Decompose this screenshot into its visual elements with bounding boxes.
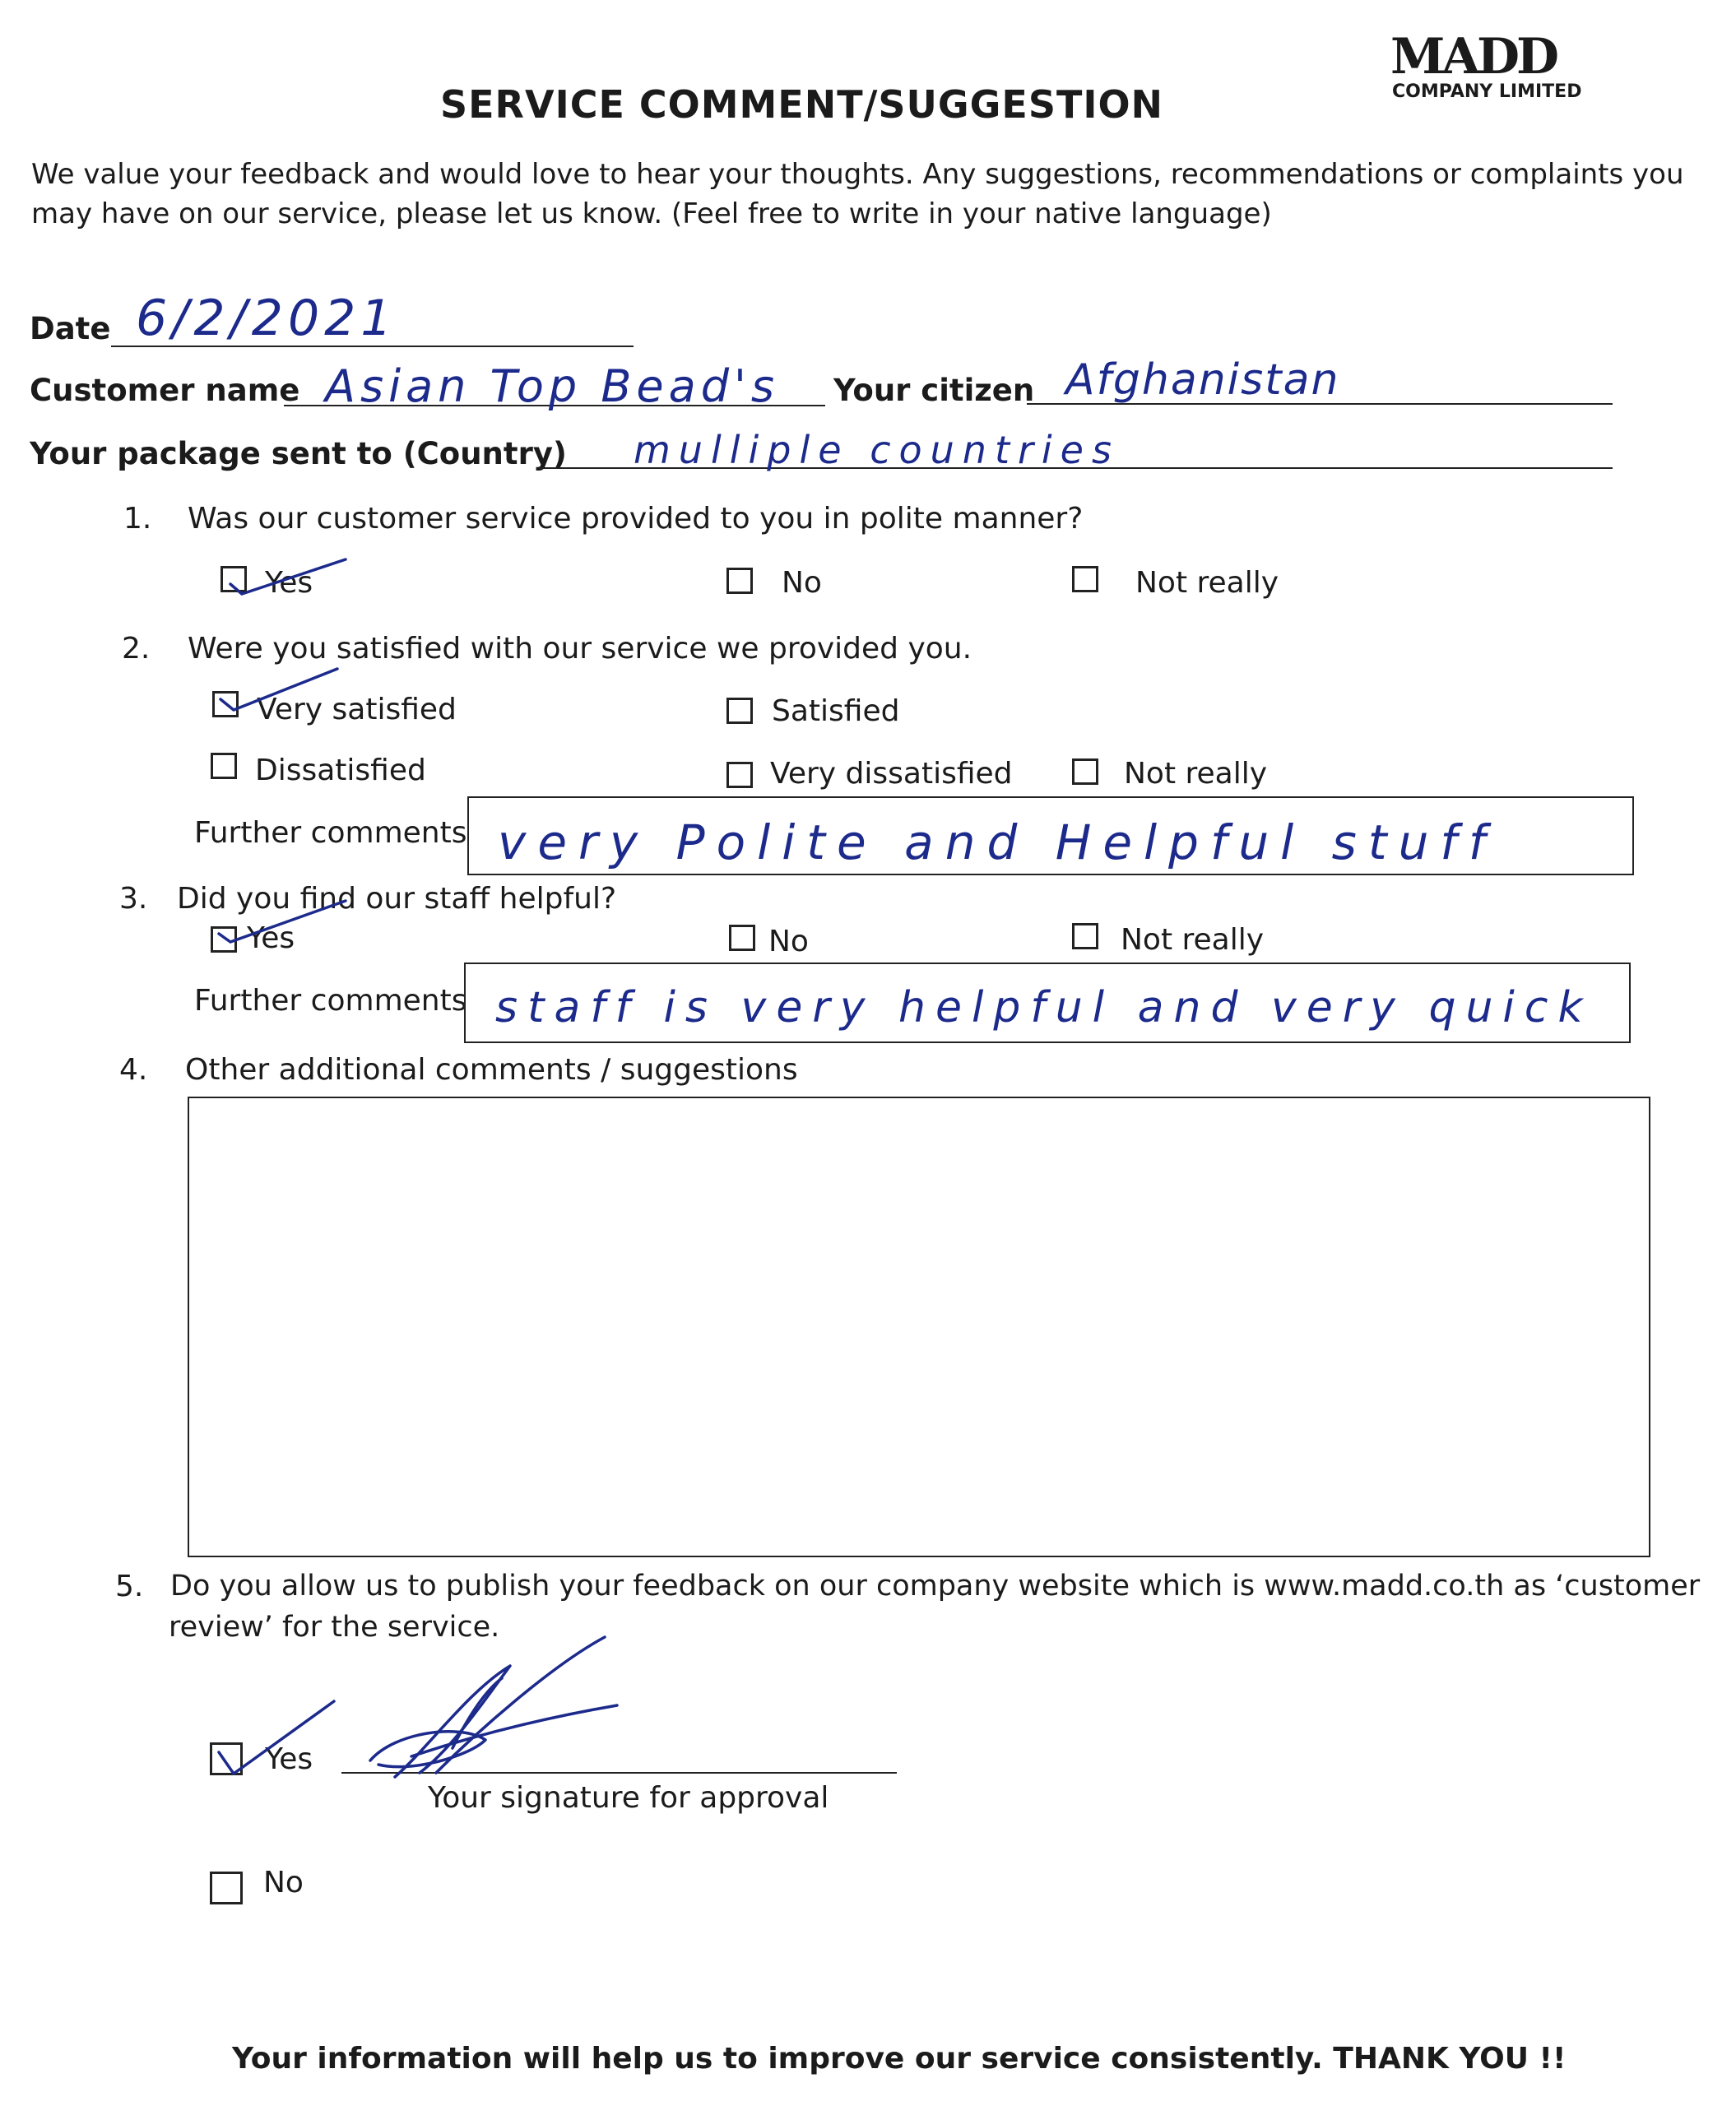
q5-no-checkbox[interactable] <box>210 1872 243 1904</box>
country-label: Your package sent to (Country) <box>30 436 567 471</box>
logo-brand: MADD <box>1390 28 1557 86</box>
citizen-label: Your citizen <box>833 373 1035 408</box>
q2-comments-value: very Polite and Helpful stuff <box>498 814 1497 870</box>
q5-number: 5. <box>115 1570 144 1603</box>
q3-text: Did you find our staff helpful? <box>177 882 617 916</box>
q3-not-really-checkbox[interactable] <box>1072 923 1098 949</box>
intro-line-1: We value your feedback and would love to hear your thoughts. Any suggestions, recommendations or complaints you <box>31 158 1684 191</box>
q5-text-line-1: Do you allow us to publish your feedback on our company website which is www.madd.co.th as ‘customer <box>170 1570 1701 1603</box>
q1-no-checkbox[interactable] <box>726 568 753 594</box>
q2-satisfied-label: Satisfied <box>772 694 900 728</box>
footer-message: Your information will help us to improve our service consistently. THANK YOU !! <box>232 2042 1567 2076</box>
q3-comments-label: Further comments <box>194 984 467 1018</box>
q5-yes-label: Yes <box>265 1742 313 1776</box>
company-logo <box>1390 28 1588 102</box>
q3-no-checkbox[interactable] <box>729 925 755 951</box>
q1-yes-checkmark <box>214 551 354 601</box>
q2-comments-label: Further comments <box>194 816 467 850</box>
q3-comments-value: staff is very helpful and very quick <box>495 983 1593 1032</box>
q5-no-label: No <box>263 1866 304 1900</box>
q3-not-really-label: Not really <box>1121 923 1265 957</box>
logo-subtitle: COMPANY LIMITED <box>1392 81 1582 102</box>
q2-very-dissatisfied-checkbox[interactable] <box>726 762 753 788</box>
q3-yes-checkmark <box>206 893 354 950</box>
q2-dissatisfied-checkbox[interactable] <box>211 753 237 779</box>
q2-very-dissatisfied-label: Very dissatisfied <box>770 757 1013 791</box>
q3-number: 3. <box>119 882 148 916</box>
q2-very-satisfied-label: Very satisfied <box>257 693 457 726</box>
date-label: Date <box>30 311 111 346</box>
q4-comments-box[interactable] <box>188 1097 1650 1557</box>
q2-not-really-checkbox[interactable] <box>1072 758 1098 785</box>
signature-label: Your signature for approval <box>428 1781 829 1815</box>
q3-no-label: No <box>768 925 809 958</box>
q2-very-satisfied-checkmark <box>206 662 346 720</box>
q1-not-really-checkbox[interactable] <box>1072 566 1098 592</box>
customer-name-value[interactable]: Asian Top Bead's <box>325 360 779 412</box>
q1-not-really-label: Not really <box>1135 566 1279 600</box>
q1-yes-label: Yes <box>265 566 313 600</box>
country-value[interactable]: mulliple countries <box>634 428 1120 472</box>
intro-line-2: may have on our service, please let us know. (Feel free to write in your native language) <box>31 197 1272 230</box>
q5-yes-checkmark <box>206 1695 337 1785</box>
q2-not-really-label: Not really <box>1124 757 1268 791</box>
citizen-value[interactable]: Afghanistan <box>1065 355 1340 405</box>
customer-name-label: Customer name <box>30 373 300 408</box>
q5-text-line-2: review’ for the service. <box>169 1611 500 1644</box>
q2-dissatisfied-label: Dissatisfied <box>255 754 426 787</box>
q2-text: Were you satisfied with our service we provided you. <box>188 632 972 666</box>
q2-satisfied-checkbox[interactable] <box>726 698 753 724</box>
q1-no-label: No <box>782 566 822 600</box>
q3-yes-label: Yes <box>247 921 295 955</box>
handwritten-signature <box>362 1633 634 1798</box>
q4-number: 4. <box>119 1053 148 1087</box>
form-title: SERVICE COMMENT/SUGGESTION <box>440 82 1164 127</box>
q1-text: Was our customer service provided to you in polite manner? <box>188 502 1084 536</box>
date-value[interactable]: 6/2/2021 <box>136 290 397 347</box>
q1-number: 1. <box>123 502 152 536</box>
q4-text: Other additional comments / suggestions <box>185 1053 798 1087</box>
q2-number: 2. <box>122 632 151 666</box>
